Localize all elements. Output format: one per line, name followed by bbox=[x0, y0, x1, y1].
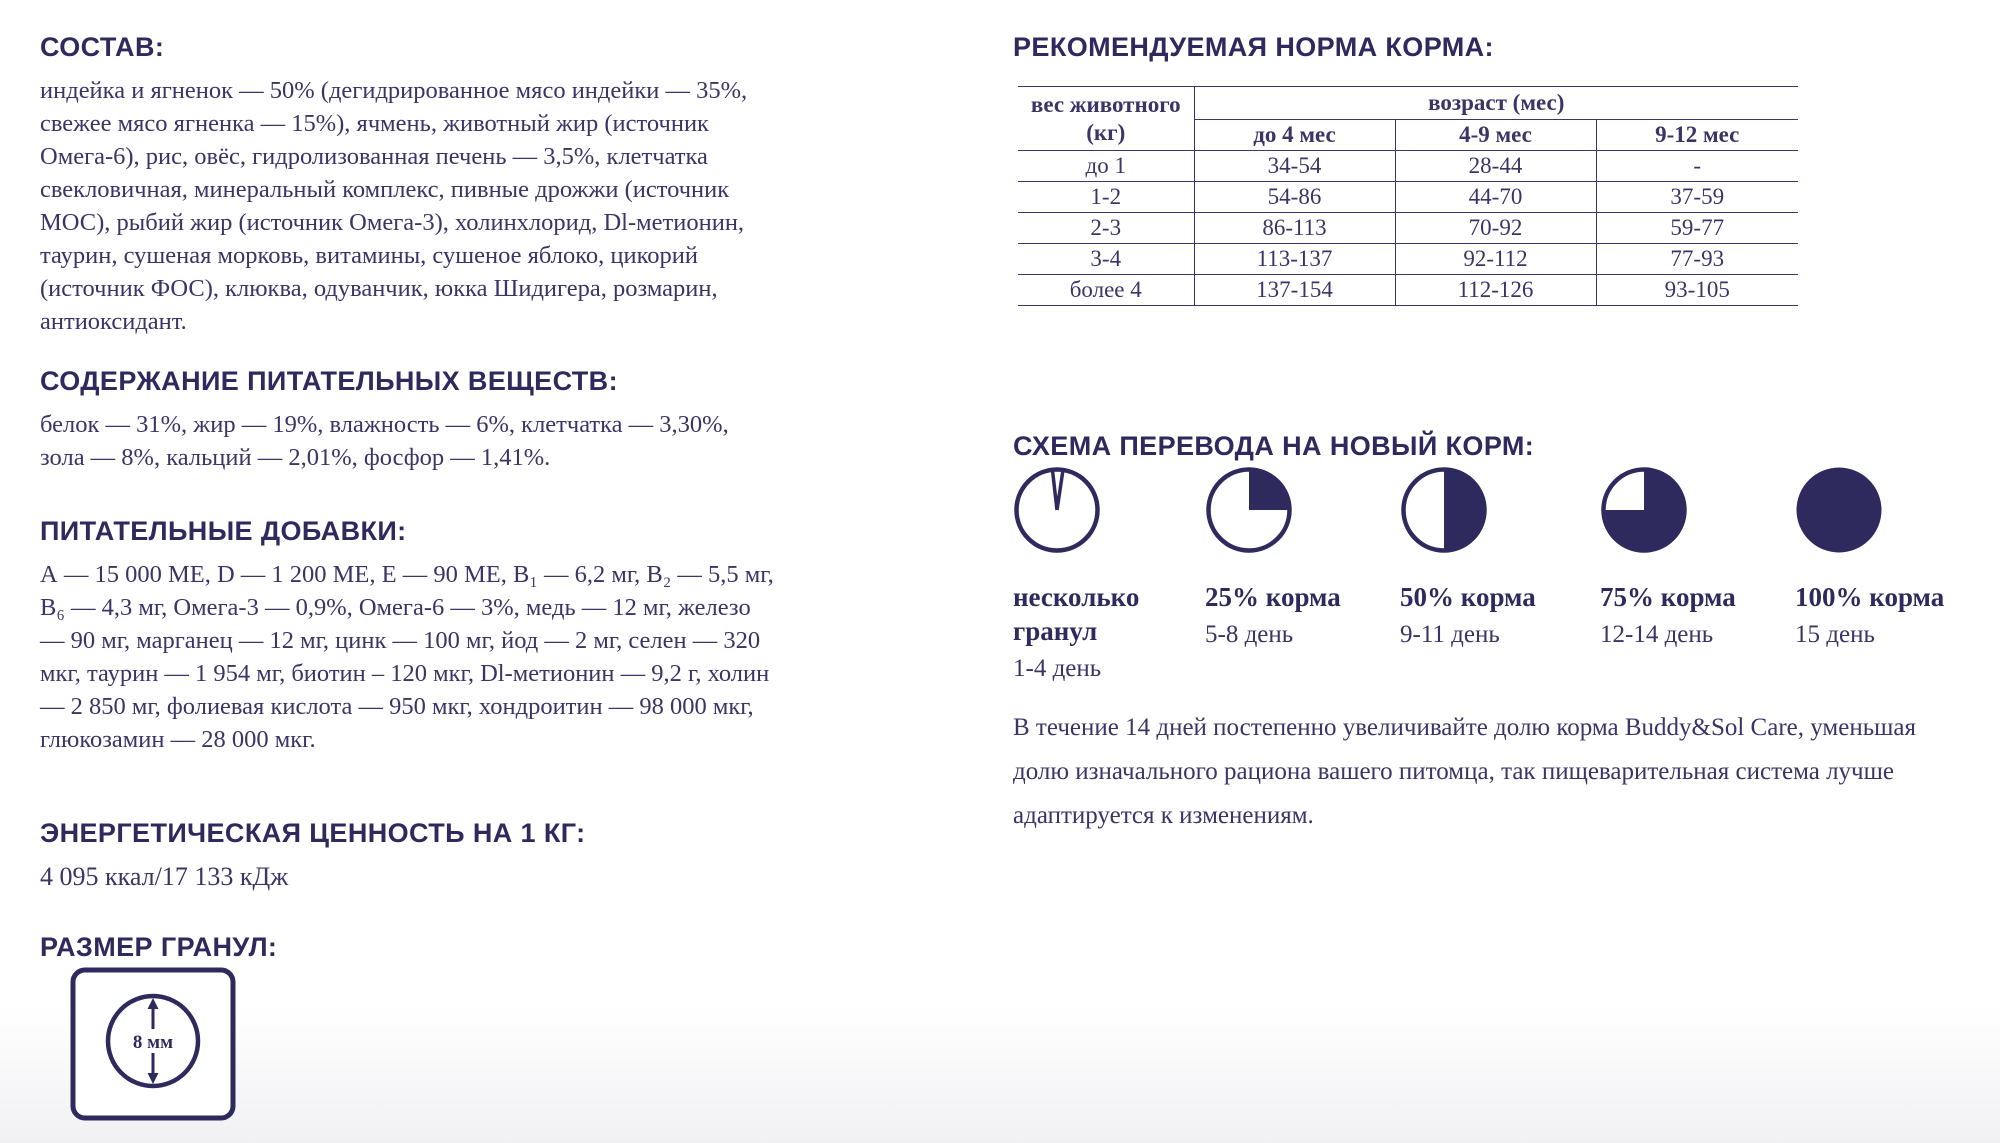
weight-cell: более 4 bbox=[1018, 275, 1194, 306]
transition-step-3 bbox=[1400, 466, 1585, 649]
transition-step-2 bbox=[1205, 466, 1390, 649]
step-portion-label: 50% корма bbox=[1400, 582, 1536, 612]
transition-step-5 bbox=[1795, 466, 1980, 649]
granule-size-title: РАЗМЕР ГРАНУЛ: bbox=[40, 932, 278, 962]
energy-value: 4 095 ккал/17 133 кДж bbox=[40, 862, 289, 891]
table-header-row bbox=[1018, 87, 1798, 120]
step-portion-label: 100% корма bbox=[1795, 582, 1945, 612]
value-cell: 92-112 bbox=[1395, 244, 1596, 275]
table-row bbox=[1018, 244, 1798, 275]
age-col-0: до 4 мес bbox=[1194, 120, 1395, 151]
value-cell: 113-137 bbox=[1194, 244, 1395, 275]
weight-cell: до 1 bbox=[1018, 151, 1194, 182]
age-col-1: 4-9 мес bbox=[1395, 120, 1596, 151]
pie-75-percent-icon bbox=[1600, 466, 1688, 554]
value-cell: 28-44 bbox=[1395, 151, 1596, 182]
weight-cell: 3-4 bbox=[1018, 244, 1194, 275]
granule-8mm-icon bbox=[70, 967, 236, 1121]
transition-step-1 bbox=[1013, 466, 1198, 683]
transition-step-4 bbox=[1600, 466, 1785, 649]
step-days-label: 5-8 день bbox=[1205, 621, 1294, 648]
weight-cell: 1-2 bbox=[1018, 182, 1194, 213]
composition-title: СОСТАВ: bbox=[40, 32, 165, 62]
right-column bbox=[1013, 0, 1943, 1143]
feeding-table bbox=[1018, 86, 1798, 306]
table-row bbox=[1018, 151, 1798, 182]
age-header-cell: возраст (мес) bbox=[1194, 87, 1798, 120]
weight-subheader: (кг) bbox=[1086, 119, 1126, 145]
step-days-label: 15 день bbox=[1795, 621, 1875, 648]
age-col-2: 9-12 мес bbox=[1596, 120, 1798, 151]
value-cell: 137-154 bbox=[1194, 275, 1395, 306]
value-cell: 37-59 bbox=[1596, 182, 1798, 213]
step-days-label: 1-4 день bbox=[1013, 655, 1102, 682]
value-cell: - bbox=[1596, 151, 1798, 182]
energy-title: ЭНЕРГЕТИЧЕСКАЯ ЦЕННОСТЬ НА 1 КГ: bbox=[40, 818, 586, 848]
value-cell: 59-77 bbox=[1596, 213, 1798, 244]
transition-title: СХЕМА ПЕРЕВОДА НА НОВЫЙ КОРМ: bbox=[1013, 431, 1535, 461]
value-cell: 54-86 bbox=[1194, 182, 1395, 213]
weight-header-cell bbox=[1018, 87, 1194, 151]
pie-few-granules-icon bbox=[1013, 466, 1101, 554]
value-cell: 86-113 bbox=[1194, 213, 1395, 244]
transition-note: В течение 14 дней постепенно увеличивайте долю корма Buddy&Sol Care, уменьшая долю изначального рациона вашего питомца, так пищеварительная система лучше адаптируется к изменениям. bbox=[1013, 714, 1916, 829]
pie-100-percent-icon bbox=[1795, 466, 1883, 554]
feeding-table-title: РЕКОМЕНДУЕМАЯ НОРМА КОРМА: bbox=[1013, 32, 1494, 62]
value-cell: 112-126 bbox=[1395, 275, 1596, 306]
value-cell: 77-93 bbox=[1596, 244, 1798, 275]
granule-size-label: 8 мм bbox=[132, 1032, 174, 1053]
weight-cell: 2-3 bbox=[1018, 213, 1194, 244]
step-days-label: 12-14 день bbox=[1600, 621, 1714, 648]
pie-25-percent-icon bbox=[1205, 466, 1293, 554]
value-cell: 70-92 bbox=[1395, 213, 1596, 244]
composition-text: индейка и ягненок — 50% (дегидрированное мясо индейки — 35%, свежее мясо ягненка — 15%), ячмень, животный жир (источник Омега-6), рис, овёс, гидролизованная печень — 3,5%, клетчатка свекловичная, минеральный комплекс, пивные дрожжи (источник МОС), рыбий жир (источник Омега-3), холинхлорид, Dl-метионин, таурин, сушеная морковь, витамины, сушеное яблоко, цикорий (источник ФОС), клюква, одуванчик, юкка Шидигера, розмарин, антиоксидант. bbox=[40, 77, 748, 335]
step-portion-label: несколько гранул bbox=[1013, 582, 1140, 646]
value-cell: 44-70 bbox=[1395, 182, 1596, 213]
table-row bbox=[1018, 275, 1798, 306]
left-column bbox=[40, 0, 780, 1143]
nutrients-title: СОДЕРЖАНИЕ ПИТАТЕЛЬНЫХ ВЕЩЕСТВ: bbox=[40, 366, 618, 396]
table-row bbox=[1018, 182, 1798, 213]
table-row bbox=[1018, 213, 1798, 244]
pie-50-percent-icon bbox=[1400, 466, 1488, 554]
additives-title: ПИТАТЕЛЬНЫЕ ДОБАВКИ: bbox=[40, 516, 407, 546]
value-cell: 93-105 bbox=[1596, 275, 1798, 306]
value-cell: 34-54 bbox=[1194, 151, 1395, 182]
step-portion-label: 25% корма bbox=[1205, 582, 1341, 612]
step-days-label: 9-11 день bbox=[1400, 621, 1500, 648]
granule-size-diagram bbox=[70, 967, 236, 1126]
weight-header: вес животного bbox=[1030, 91, 1181, 117]
nutrients-text: белок — 31%, жир — 19%, влажность — 6%, клетчатка — 3,30%, зола — 8%, кальций — 2,01%, фосфор — 1,41%. bbox=[40, 411, 729, 471]
additives-text: А — 15 000 МЕ, D — 1 200 МЕ, Е — 90 МЕ, B₁ — 6,2 мг, B₂ — 5,5 мг, B₆ — 4,3 мг, Омега-3 — 0,9%, Омега-6 — 3%, медь — 12 мг, железо — 90 мг, марганец — 12 мг, цинк — 100 мг, йод — 2 мг, селен — 320 мкг, таурин — 1 954 мг, биотин – 120 мкг, Dl-метионин — 9,2 г, холин — 2 850 мг, фолиевая кислота — 950 мкг, хондроитин — 98 000 мкг, глюкозамин — 28 000 мкг. bbox=[40, 561, 774, 753]
step-portion-label: 75% корма bbox=[1600, 582, 1736, 612]
